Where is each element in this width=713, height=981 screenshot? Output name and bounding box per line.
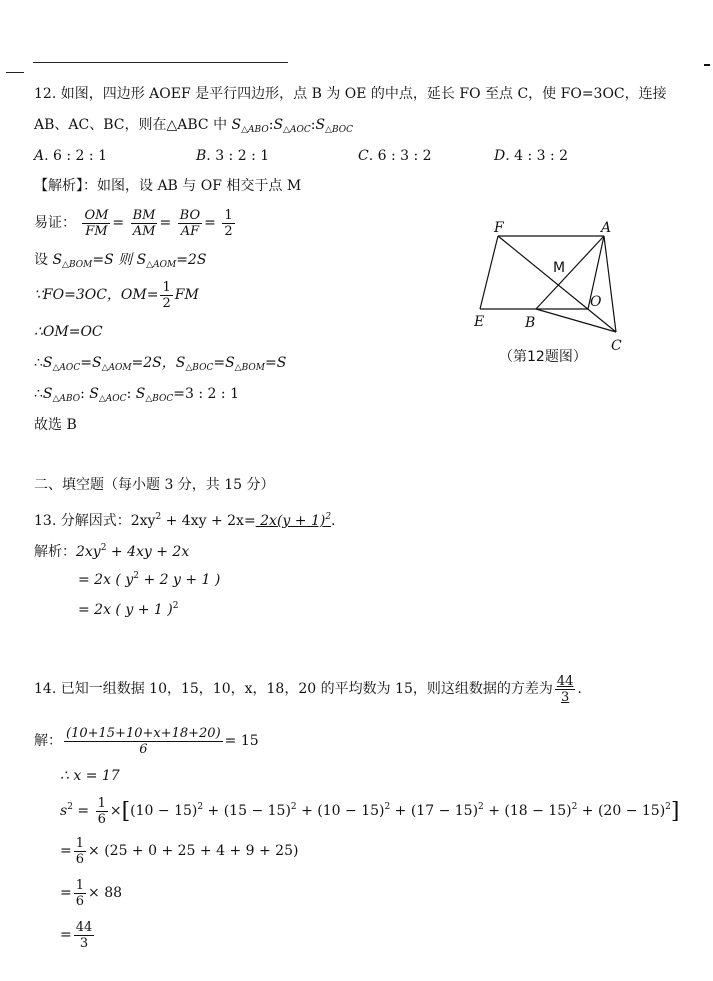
segment-ac [604, 236, 616, 332]
q12-figure [462, 214, 652, 364]
segment-fc [498, 236, 616, 332]
q12-option-d: D. 4 : 3 : 2 [494, 148, 569, 164]
q13-stem: 13. 分解因式：$2xy^2 + 4xy + 2x= 2x(y + 1)^2$. [34, 512, 336, 529]
frac-om-fm: $\frac{OM}{FM}$ [84, 207, 109, 239]
one-sixth-3: $\frac{1}{6}$ [75, 877, 85, 909]
q14-sum-line: = $\frac{1}{6}$ × (25 + 0 + 25 + 4 + 9 + 25) [60, 835, 299, 867]
segment-bc [536, 309, 616, 332]
one-sixth-1: $\frac{1}{6}$ [97, 795, 106, 827]
q12-option-c: C. 6 : 3 : 2 [358, 148, 432, 164]
q12-stem-line1: 12. 如图，四边形 AOEF 是平行四边形，点 B 为 OE 的中点，延长 FO 至点 C，使 FO=3OC，连接 [34, 86, 667, 102]
q13-step3: = 2x ( y + 1 )$^2$ [78, 601, 179, 618]
q14-x-line: ∴ x = 17 [60, 768, 120, 784]
q14-result-frac: $\frac{44}{3}$ [75, 919, 93, 951]
q13-step2: = 2x ( $y^2 + 2$ y + 1 ) [78, 571, 221, 588]
label-b: B [525, 315, 536, 331]
margin-mark-right [704, 64, 710, 66]
label-m: M [553, 260, 566, 276]
q12-choose: 故选 B [34, 417, 77, 433]
q14-answer: $\frac{44}{3}$ [556, 673, 574, 705]
one-sixth-2: $\frac{1}{6}$ [75, 835, 85, 867]
segment-fe [480, 236, 498, 309]
label-e: E [474, 314, 485, 330]
q12-analysis-intro: 【解析】：如图，设 AB 与 OF 相交于点 M [34, 178, 302, 194]
frac-half: $\frac{1}{2}$ [224, 207, 233, 239]
q14-result-line: = $\frac{44}{3}$ [60, 919, 93, 951]
top-rule [33, 62, 288, 63]
q12-option-b: B. 3 : 2 : 1 [196, 148, 270, 164]
q14-total-line: = $\frac{1}{6}$ × 88 [60, 877, 123, 909]
q14-mean-frac: $\frac{(10+15+10+x+18+20)}{6}$ [66, 725, 221, 757]
label-o: O [590, 294, 602, 310]
q13-answer: $2x(y + 1)^2$ [255, 512, 332, 529]
q12-therefore-2: $\therefore S_{\triangle AOC}=S_{\triangle AOM}=2S$，$S_{\triangle BOC}=S_{\triangle BOM}=S$ [34, 355, 287, 373]
q12-because-line: ∵FO=3OC，OM= $\frac{1}{2}$ FM [34, 279, 199, 311]
q12-stem-line2: AB、AC、BC，则在△ABC 中 $S_{\triangle ABO}:S_{\triangle AOC}:S_{\triangle BOC}$ [34, 117, 353, 135]
margin-mark-left [6, 72, 24, 73]
q12-easy-prove: 易证： $\frac{OM}{FM}$ = $\frac{BM}{AM}$ = $\frac{BO}{AF}$ = $\frac{1}{2}$ [34, 207, 233, 239]
label-a: A [601, 220, 612, 236]
frac-half-2: $\frac{1}{2}$ [162, 279, 171, 311]
q14-mean-line: 解： $\frac{(10+15+10+x+18+20)}{6}$ = 15 [34, 725, 259, 757]
q14-stem: 14. 已知一组数据 10，15，10，x，18，20 的平均数为 15，则这组数据的方差为 $\frac{44}{3}$ . [34, 673, 582, 705]
section2-heading: 二、填空题（每小题 3 分，共 15 分） [34, 477, 275, 493]
frac-bm-am: $\frac{BM}{AM}$ [132, 207, 156, 239]
label-c: C [611, 338, 622, 354]
q12-therefore-1: ∴OM=OC [34, 324, 103, 340]
label-f: F [494, 220, 504, 236]
q12-figure-caption: （第12题图） [499, 349, 587, 365]
q12-option-a: A. 6 : 2 : 1 [34, 148, 107, 164]
q14-variance-line: $s^2$ = $\frac{1}{6}$ $\times[(10 - 15)^2 + (15 - 15)^2 + (10 - 15)^2 + (17 - 15)^2 + (18 - 15)^2 + (20 - 15)^2]$ [60, 795, 680, 827]
q13-step1: 解析：$2xy^2 + 4xy + 2x$ [34, 543, 190, 560]
q12-therefore-3: $\therefore S_{\triangle ABO}$: $S_{\triangle AOC}$: $S_{\triangle BOC}=3$ : 2 : 1 [34, 386, 239, 404]
frac-bo-af: $\frac{BO}{AF}$ [179, 207, 201, 239]
q12-set-line: 设 $S_{\triangle BOM}=S$ 则 $S_{\triangle AOM}=2S$ [34, 252, 207, 270]
